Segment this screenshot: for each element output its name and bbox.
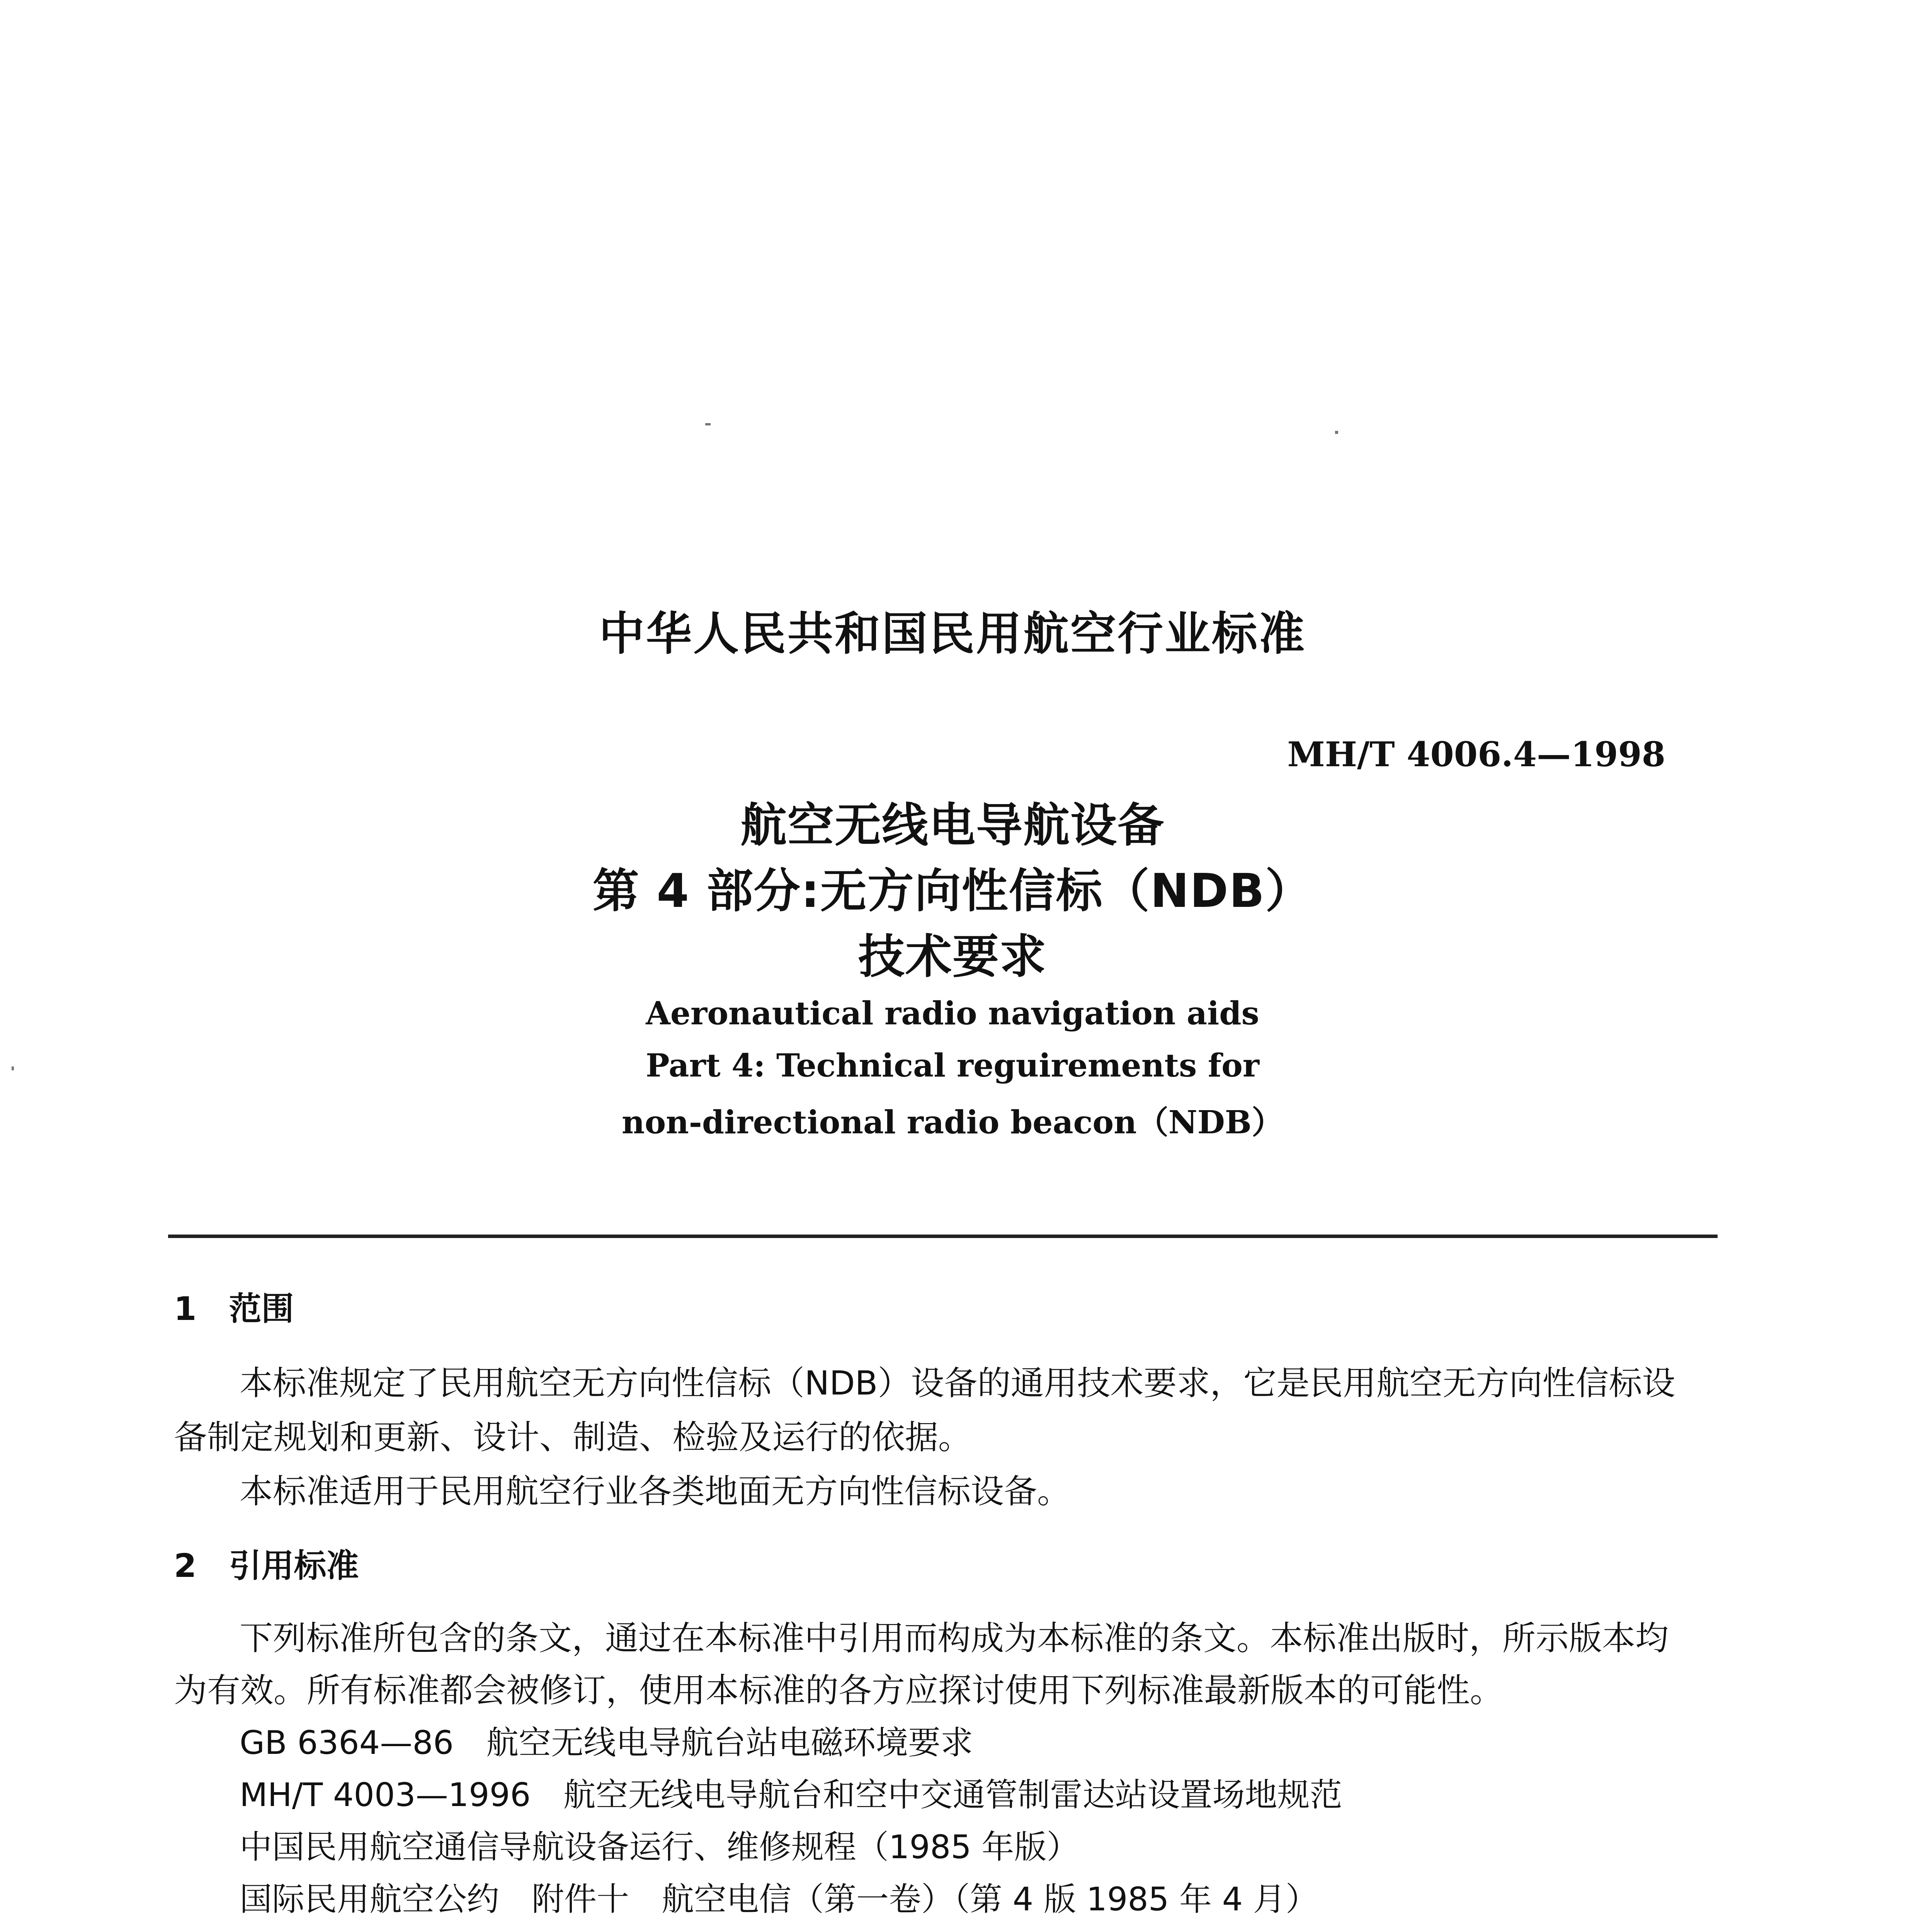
standard-code: MH/T 4006.4—1998 [1287, 734, 1665, 774]
reference-item: MH/T 4003—1996 航空无线电导航台和空中交通管制雷达站设置场地规范 [240, 1776, 1342, 1814]
section-2-heading: 2 引用标准 [174, 1547, 359, 1585]
header-divider [168, 1235, 1718, 1238]
section-1-para-1-line-1: 本标准规定了民用航空无方向性信标（NDB）设备的通用技术要求，它是民用航空无方向性信标设 [240, 1364, 1675, 1403]
standard-type: 中华人民共和国民用航空行业标准 [599, 607, 1306, 660]
reference-item: 中国民用航空通信导航设备运行、维修规程（1985 年版） [240, 1828, 1079, 1866]
title-en-line-1: Aeronautical radio navigation aids [646, 995, 1259, 1032]
reference-item: 国际民用航空公约 附件十 航空电信（第一卷）（第 4 版 1985 年 4 月） [240, 1880, 1318, 1918]
title-en-line-3: non-directional radio beacon（NDB） [621, 1104, 1284, 1141]
scan-speck [1335, 431, 1338, 434]
title-line-3: 技术要求 [858, 930, 1047, 984]
scan-speck [705, 423, 711, 425]
title-en-line-2: Part 4: Technical reguirements for [645, 1047, 1260, 1084]
section-1-para-2: 本标准适用于民用航空行业各类地面无方向性信标设备。 [240, 1472, 1070, 1511]
reference-item: GB 6364—86 航空无线电导航台站电磁环境要求 [240, 1724, 973, 1762]
title-line-1: 航空无线电导航设备 [740, 799, 1165, 852]
section-2-para-1-line-1: 下列标准所包含的条文，通过在本标准中引用而构成为本标准的条文。本标准出版时，所示版本均 [240, 1619, 1669, 1658]
reference-item [240, 1924, 1364, 1932]
title-line-2: 第 4 部分:无方向性信标（NDB） [592, 864, 1313, 918]
section-1-para-1-line-2: 备制定规划和更新、设计、制造、检验及运行的依据。 [174, 1418, 971, 1457]
section-2-para-1-line-2: 为有效。所有标准都会被修订，使用本标准的各方应探讨使用下列标准最新版本的可能性。 [174, 1671, 1503, 1710]
section-1-heading: 1 范围 [174, 1290, 294, 1328]
